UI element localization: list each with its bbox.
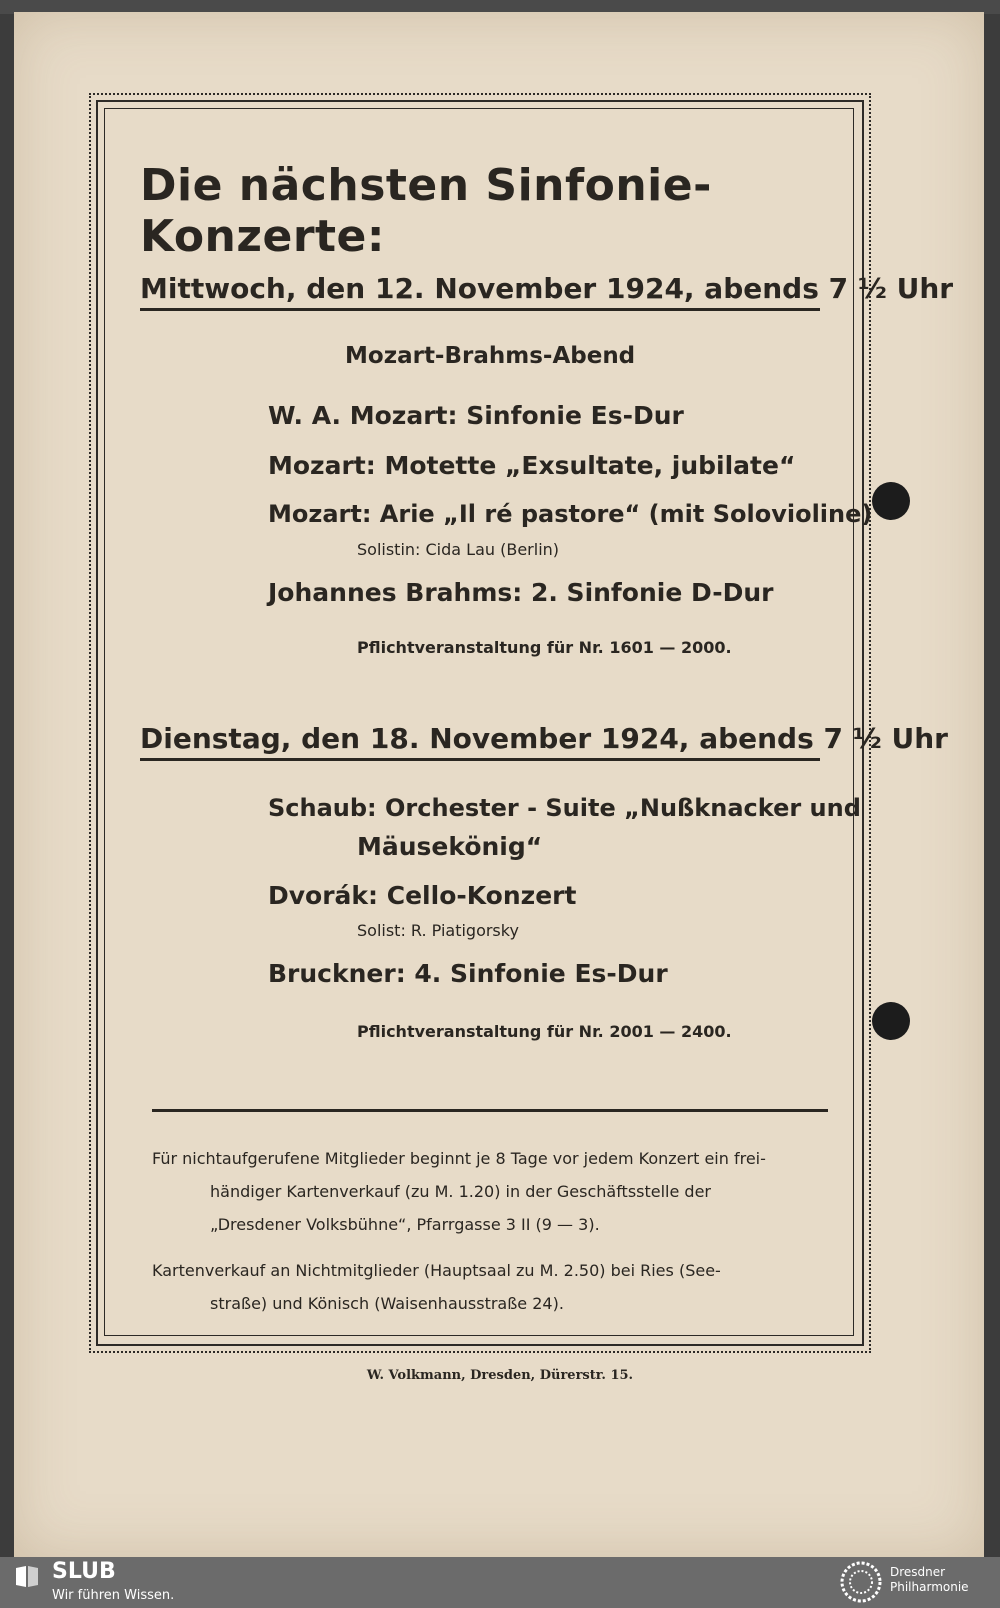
concert2-date: Dienstag, den 18. November 1924, abends 7 ½ Uhr bbox=[140, 722, 820, 761]
printer-imprint: W. Volkmann, Dresden, Dürerstr. 15. bbox=[366, 1368, 634, 1383]
concert2-item-3: Bruckner: 4. Sinfonie Es-Dur bbox=[268, 959, 668, 988]
slub-book-icon bbox=[14, 1565, 40, 1589]
public-sales-note bbox=[152, 1254, 828, 1320]
leaflet-title: Die nächsten Sinfonie-Konzerte: bbox=[140, 160, 712, 262]
concert1-duty: Pflichtveranstaltung für Nr. 1601 — 2000. bbox=[357, 638, 732, 657]
philharmonie-line-1: Dresdner bbox=[890, 1565, 946, 1579]
slub-tagline: Wir führen Wissen. bbox=[52, 1588, 175, 1603]
punch-hole-top bbox=[872, 482, 910, 520]
public-note-line-2: straße) und Könisch (Waisenhausstraße 24). bbox=[210, 1294, 564, 1313]
concert1-item-2: Mozart: Motette „Exsultate, jubilate“ bbox=[268, 451, 796, 480]
concert1-subtitle: Mozart-Brahms-Abend bbox=[345, 343, 636, 369]
philharmonie-logo-icon bbox=[840, 1561, 882, 1603]
concert1-item-3: Mozart: Arie „Il ré pastore“ (mit Solovioline) bbox=[268, 500, 873, 528]
section-divider bbox=[152, 1109, 828, 1112]
concert1-date: Mittwoch, den 12. November 1924, abends 7 ½ Uhr bbox=[140, 272, 820, 311]
concert1-soloist: Solistin: Cida Lau (Berlin) bbox=[357, 540, 560, 559]
members-note-line-1: Für nichtaufgerufene Mitglieder beginnt je 8 Tage vor jedem Konzert ein frei- bbox=[152, 1149, 766, 1168]
members-note-line-2: händiger Kartenverkauf (zu M. 1.20) in der Geschäftsstelle der bbox=[210, 1182, 712, 1201]
concert2-duty: Pflichtveranstaltung für Nr. 2001 — 2400. bbox=[357, 1022, 732, 1041]
philharmonie-line-2: Philharmonie bbox=[890, 1580, 969, 1594]
footer-bar bbox=[0, 1557, 1000, 1608]
members-note-line-3: „Dresdener Volksbühne“, Pfarrgasse 3 II (9 — 3). bbox=[210, 1215, 600, 1234]
concert1-item-1: W. A. Mozart: Sinfonie Es-Dur bbox=[268, 401, 684, 430]
punch-hole-bottom bbox=[872, 1002, 910, 1040]
public-note-line-1: Kartenverkauf an Nichtmitglieder (Hauptsaal zu M. 2.50) bei Ries (See- bbox=[152, 1261, 721, 1280]
concert2-item-1-line-1: Schaub: Orchester - Suite „Nußknacker und bbox=[268, 794, 861, 822]
concert1-item-4: Johannes Brahms: 2. Sinfonie D-Dur bbox=[268, 578, 774, 607]
concert2-item-2: Dvorák: Cello-Konzert bbox=[268, 881, 577, 910]
concert2-soloist: Solist: R. Piatigorsky bbox=[357, 921, 519, 940]
members-sales-note bbox=[152, 1142, 828, 1241]
philharmonie-logo-text[interactable] bbox=[890, 1565, 998, 1595]
concert2-item-1-line-2: Mäusekönig“ bbox=[357, 832, 543, 861]
slub-logo-text[interactable]: SLUB bbox=[52, 1559, 116, 1584]
